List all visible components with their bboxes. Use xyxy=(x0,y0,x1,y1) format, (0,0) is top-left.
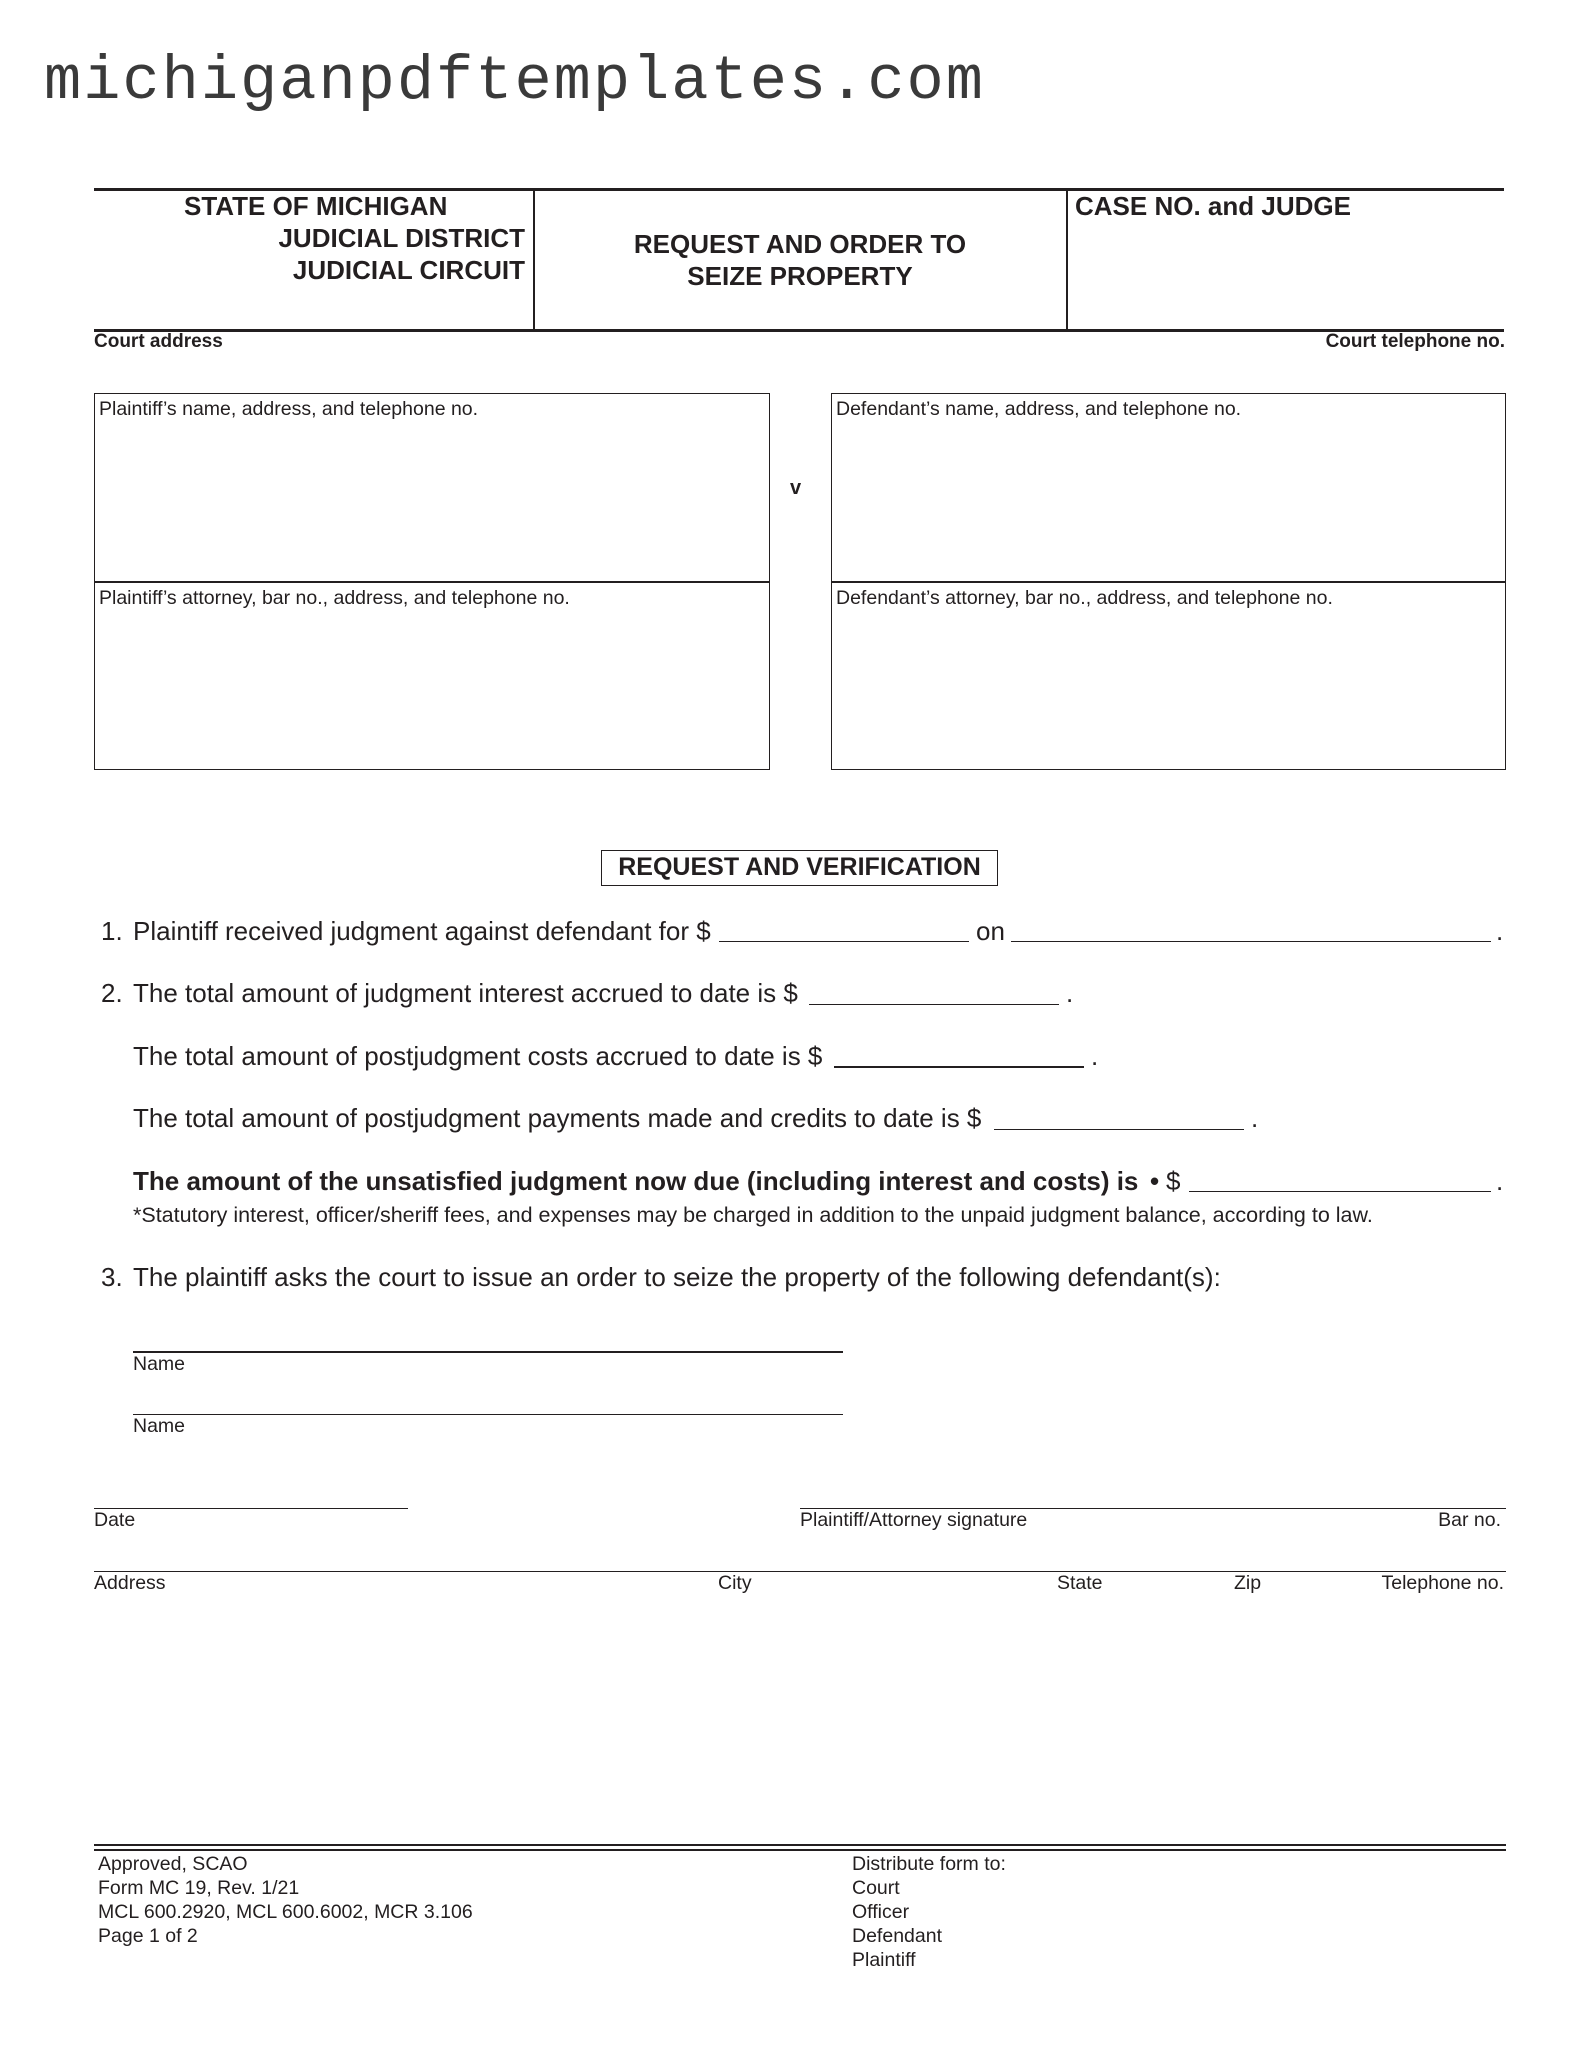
plaintiff-name-label: Plaintiff’s name, address, and telephone no. xyxy=(99,398,479,420)
unsatisfied-dollar: $ xyxy=(1166,1166,1181,1196)
footer-page: Page 1 of 2 xyxy=(98,1925,198,1947)
footer-approved: Approved, SCAO xyxy=(98,1853,248,1875)
costs-text: The total amount of postjudgment costs accrued to date is $ xyxy=(133,1041,823,1071)
name-label-1: Name xyxy=(133,1353,186,1375)
unsatisfied-text: The amount of the unsatisfied judgment now due (including interest and costs) is xyxy=(133,1166,1139,1196)
plaintiff-name-field[interactable] xyxy=(95,394,769,581)
item-1-number: 1. xyxy=(101,916,123,946)
footer-left xyxy=(98,1852,473,1948)
court-telephone-label: Court telephone no. xyxy=(1325,331,1505,352)
telephone-label: Telephone no. xyxy=(1381,1572,1504,1594)
state-label: State xyxy=(1057,1572,1103,1594)
footer-form-no: Form MC 19, Rev. 1/21 xyxy=(98,1877,300,1899)
interest-text: The total amount of judgment interest accrued to date is $ xyxy=(133,978,798,1008)
name-label-2: Name xyxy=(133,1415,186,1437)
plaintiff-attorney-label: Plaintiff’s attorney, bar no., address, and telephone no. xyxy=(99,587,570,609)
defendant-attorney-field[interactable] xyxy=(832,583,1505,769)
bar-no-label: Bar no. xyxy=(1438,1509,1501,1531)
defendant-name-2-field[interactable] xyxy=(133,1414,843,1415)
address-label: Address xyxy=(94,1572,166,1594)
distribute-plaintiff: Plaintiff xyxy=(852,1949,916,1971)
distribute-heading: Distribute form to: xyxy=(852,1853,1006,1875)
zip-label: Zip xyxy=(1234,1572,1262,1594)
plaintiff-attorney-field[interactable] xyxy=(95,583,769,769)
case-no-judge-label: CASE NO. and JUDGE xyxy=(1075,191,1351,221)
judgment-amount-field[interactable] xyxy=(719,941,969,942)
defendant-name-label: Defendant’s name, address, and telephone no. xyxy=(836,398,1242,420)
footer-distribution xyxy=(852,1852,1006,1972)
statutory-note: *Statutory interest, officer/sheriff fees, and expenses may be charged in addition to the unpaid judgment balance, according to law. xyxy=(133,1203,1373,1227)
signature-label: Plaintiff/Attorney signature xyxy=(800,1509,1028,1531)
defendant-name-field[interactable] xyxy=(832,394,1505,581)
defendant-attorney-label: Defendant’s attorney, bar no., address, and telephone no. xyxy=(836,587,1333,609)
city-label: City xyxy=(718,1572,752,1594)
footer-statutes: MCL 600.2920, MCL 600.6002, MCR 3.106 xyxy=(98,1901,473,1923)
payments-text: The total amount of postjudgment payments made and credits to date is $ xyxy=(133,1103,982,1133)
header-divider-right xyxy=(1066,189,1068,330)
distribute-officer: Officer xyxy=(852,1901,910,1923)
interest-amount-field[interactable] xyxy=(809,1004,1059,1005)
date-field[interactable] xyxy=(94,1508,408,1509)
distribute-court: Court xyxy=(852,1877,900,1899)
item-1-on: on xyxy=(976,916,1005,946)
judicial-circuit: JUDICIAL CIRCUIT xyxy=(292,255,525,285)
item-1-text: Plaintiff received judgment against defendant for $ xyxy=(133,916,711,946)
section-title: REQUEST AND VERIFICATION xyxy=(601,850,998,886)
costs-period: . xyxy=(1091,1041,1099,1071)
date-label: Date xyxy=(94,1509,136,1531)
distribute-defendant: Defendant xyxy=(852,1925,942,1947)
form-title-line-2: SEIZE PROPERTY xyxy=(687,261,913,291)
site-watermark: michiganpdftemplates.com xyxy=(44,46,985,117)
unsatisfied-period: . xyxy=(1496,1166,1504,1196)
defendant-name-1-field[interactable] xyxy=(133,1351,843,1353)
plaintiff-box xyxy=(94,393,770,770)
costs-amount-field[interactable] xyxy=(834,1066,1084,1068)
footer-rule-1 xyxy=(94,1844,1506,1846)
defendant-box xyxy=(831,393,1506,770)
judicial-district: JUDICIAL DISTRICT xyxy=(278,223,525,253)
item-3-text: The plaintiff asks the court to issue an order to seize the property of the following defendant(s): xyxy=(133,1262,1221,1292)
item-2-number: 2. xyxy=(101,978,123,1008)
court-address-label: Court address xyxy=(94,331,223,352)
versus-label: v xyxy=(790,477,802,499)
form-title-line-1: REQUEST AND ORDER TO xyxy=(633,229,967,259)
address-field[interactable] xyxy=(94,1571,1506,1572)
header-bottom-rule xyxy=(94,329,1504,332)
unsatisfied-amount-field[interactable] xyxy=(1189,1191,1491,1192)
case-no-field[interactable] xyxy=(1075,226,1503,326)
interest-period: . xyxy=(1066,978,1074,1008)
unsatisfied-bullet: • xyxy=(1150,1166,1160,1196)
payments-amount-field[interactable] xyxy=(994,1129,1244,1130)
footer-rule-2 xyxy=(94,1849,1506,1851)
item-3-number: 3. xyxy=(101,1262,123,1292)
item-1-period: . xyxy=(1496,916,1504,946)
judgment-date-field[interactable] xyxy=(1011,941,1491,942)
state-of-michigan: STATE OF MICHIGAN xyxy=(184,191,448,221)
payments-period: . xyxy=(1251,1103,1259,1133)
